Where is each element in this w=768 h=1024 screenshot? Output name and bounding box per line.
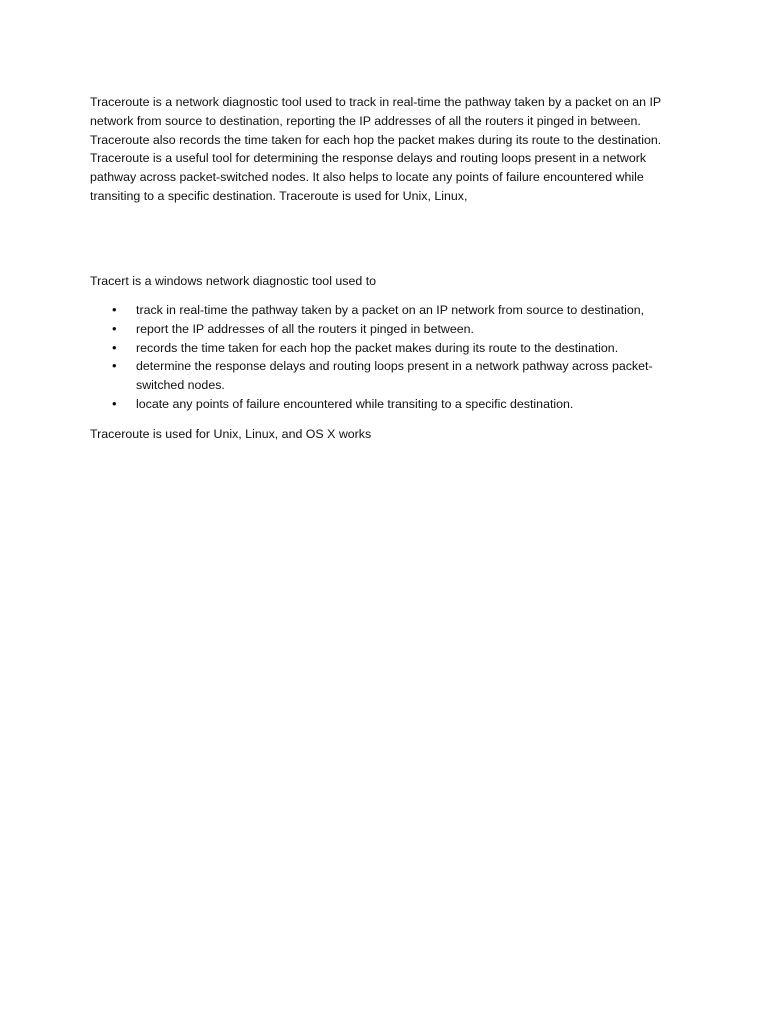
bullet-list <box>90 301 686 414</box>
list-item <box>90 339 686 358</box>
paragraph-line: Traceroute also records the time taken for each hop the packet makes during its route to the destination. <box>90 132 662 147</box>
list-item-text: records the time taken for each hop the packet makes during its route to the destination. <box>136 340 619 355</box>
paragraph-line: transiting to a specific destination. Traceroute is used for Unix, Linux, <box>90 188 468 203</box>
list-item <box>90 357 686 395</box>
list-item-text: track in real-time the pathway taken by a packet on an IP network from source to destination, <box>136 303 645 317</box>
list-item <box>90 301 686 320</box>
bullet-icon: • <box>112 339 117 355</box>
bullet-icon: • <box>112 395 117 411</box>
list-item <box>90 320 686 339</box>
list-item-text: locate any points of failure encountered while transiting to a specific destination. <box>136 396 574 411</box>
paragraph-traceroute-description <box>90 93 686 206</box>
list-item-text: determine the response delays and routing loops present in a network pathway across packet- <box>136 359 653 374</box>
bullet-icon: • <box>112 358 117 374</box>
tracert-intro-text: Tracert is a windows network diagnostic tool used to <box>90 274 377 288</box>
list-item <box>90 395 686 414</box>
paragraph-line: Traceroute is a network diagnostic tool used to track in real-time the pathway taken by a packet on an IP <box>90 95 662 109</box>
bullet-icon: • <box>112 302 117 317</box>
bullet-icon: • <box>112 320 117 336</box>
paragraph-line: Traceroute is a useful tool for determining the response delays and routing loops present in a network <box>90 151 647 166</box>
paragraph-line: pathway across packet-switched nodes. It also helps to locate any points of failure encountered while <box>90 170 644 185</box>
list-item-text: switched nodes. <box>136 378 225 393</box>
closing-text: Traceroute is used for Unix, Linux, and OS X works <box>90 427 372 441</box>
list-item-text: report the IP addresses of all the routers it pinged in between. <box>136 321 474 336</box>
paragraph-line: network from source to destination, reporting the IP addresses of all the routers it pinged in between. <box>90 113 641 128</box>
